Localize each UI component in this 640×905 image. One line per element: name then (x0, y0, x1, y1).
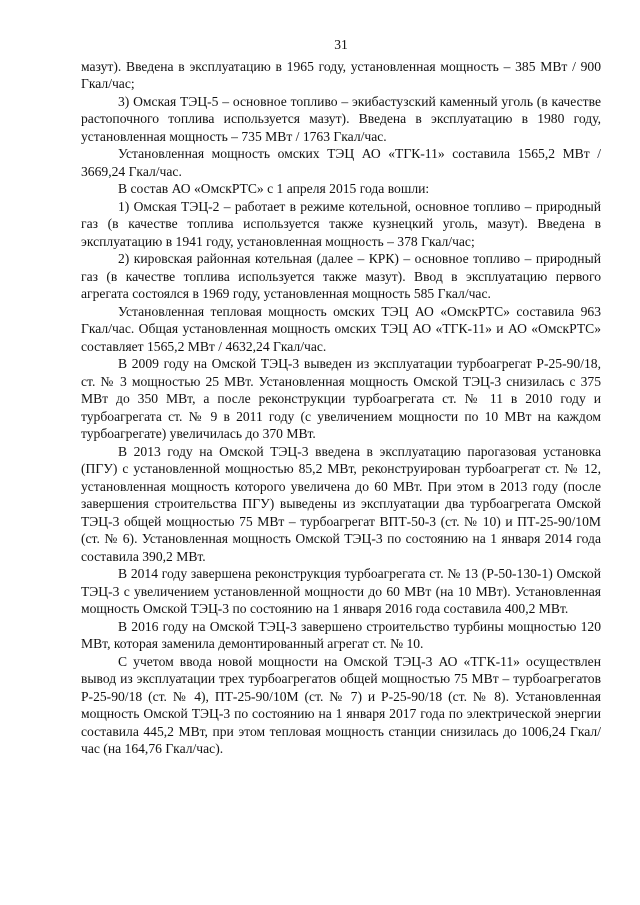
paragraph: Установленная мощность омских ТЭЦ АО «ТГК-11» составила 1565,2 МВт / 3669,24 Гкал/час. (81, 146, 601, 179)
paragraph: В 2016 году на Омской ТЭЦ-3 завершено строительство турбины мощностью 120 МВт, которая заменила демонтированный агрегат ст. № 10. (81, 618, 601, 651)
document-page (81, 36, 601, 758)
paragraph: В 2013 году на Омской ТЭЦ-3 введена в эксплуатацию парогазовая установка (ПГУ) с установленной мощностью 85,2 МВт, реконструирован турбоагрегат ст. № 12, установленная мощность которого увеличена до 60 МВт. При этом в 2013 году (после завершения строительства ПГУ) выведены из эксплуатации два турбоагрегата Омской ТЭЦ-3 общей мощностью 75 МВт – турбоагрегат ВПТ-50-3 (ст. № 10) и ПТ-25-90/10М (ст. № 6). Установленная мощность Омской ТЭЦ-3 по состоянию на 1 января 2014 года составила 390,2 МВт. (81, 443, 601, 564)
paragraph: С учетом ввода новой мощности на Омской ТЭЦ-3 АО «ТГК-11» осуществлен вывод из эксплуатации трех турбоагрегатов общей мощностью 75 МВт – турбоагрегатов Р-25-90/18 (ст. № 4), ПТ-25-90/10М (ст. № 7) и Р-25-90/18 (ст. № 8). Установленная мощность Омской ТЭЦ-3 по состоянию на 1 января 2017 года по электрической энергии составила 445,2 МВт, при этом тепловая мощность станции снизилась до 1006,24 Гкал/час (на 164,76 Гкал/час). (81, 653, 601, 756)
paragraph: мазут). Введена в эксплуатацию в 1965 году, установленная мощность – 385 МВт / 900 Гкал/час; (81, 58, 601, 91)
paragraph: 2) кировская районная котельная (далее – КРК) – основное топливо – природный газ (в качестве топлива используется также мазут). Ввод в эксплуатацию первого агрегата состоялся в 1969 году, установленная мощность 585 Гкал/час. (81, 251, 601, 301)
page-number: 31 (334, 37, 348, 52)
paragraph: В состав АО «ОмскРТС» с 1 апреля 2015 года вошли: (118, 181, 430, 196)
paragraph: 3) Омская ТЭЦ-5 – основное топливо – экибастузский каменный уголь (в качестве растопочного топлива используется мазут). Введена в эксплуатацию в 1980 году, установленная мощность – 735 МВт / 1763 Гкал/час. (81, 93, 601, 144)
paragraph: В 2009 году на Омской ТЭЦ-3 выведен из эксплуатации турбоагрегат Р-25-90/18, ст. № 3 мощностью 25 МВт. Установленная мощность Омской ТЭЦ-3 снизилась с 375 МВт до 350 МВт, а после реконструкции турбоагрегата ст. № 11 в 2010 году и турбоагрегата ст. № 9 в 2011 году (с увеличением мощности по 10 МВт на каждом турбоагрегате) увеличилась до 370 МВт. (81, 356, 601, 441)
paragraph: В 2014 году завершена реконструкция турбоагрегата ст. № 13 (Р-50-130-1) Омской ТЭЦ-3 с увеличением установленной мощности до 60 МВт (на 10 МВт). Установленная мощность Омской ТЭЦ-3 по состоянию на 1 января 2016 года составила 400,2 МВт. (81, 566, 601, 616)
paragraph: Установленная тепловая мощность омских ТЭЦ АО «ОмскРТС» составила 963 Гкал/час. Общая установленная мощность омских ТЭЦ АО «ТГК-11» и АО «ОмскРТС» составляет 1565,2 МВт / 4632,24 Гкал/час. (81, 303, 601, 354)
paragraph: 1) Омская ТЭЦ-2 – работает в режиме котельной, основное топливо – природный газ (в качестве топлива используется также кузнецкий уголь, мазут). Введена в эксплуатацию в 1941 году, установленная мощность – 378 Гкал/час; (81, 198, 601, 249)
